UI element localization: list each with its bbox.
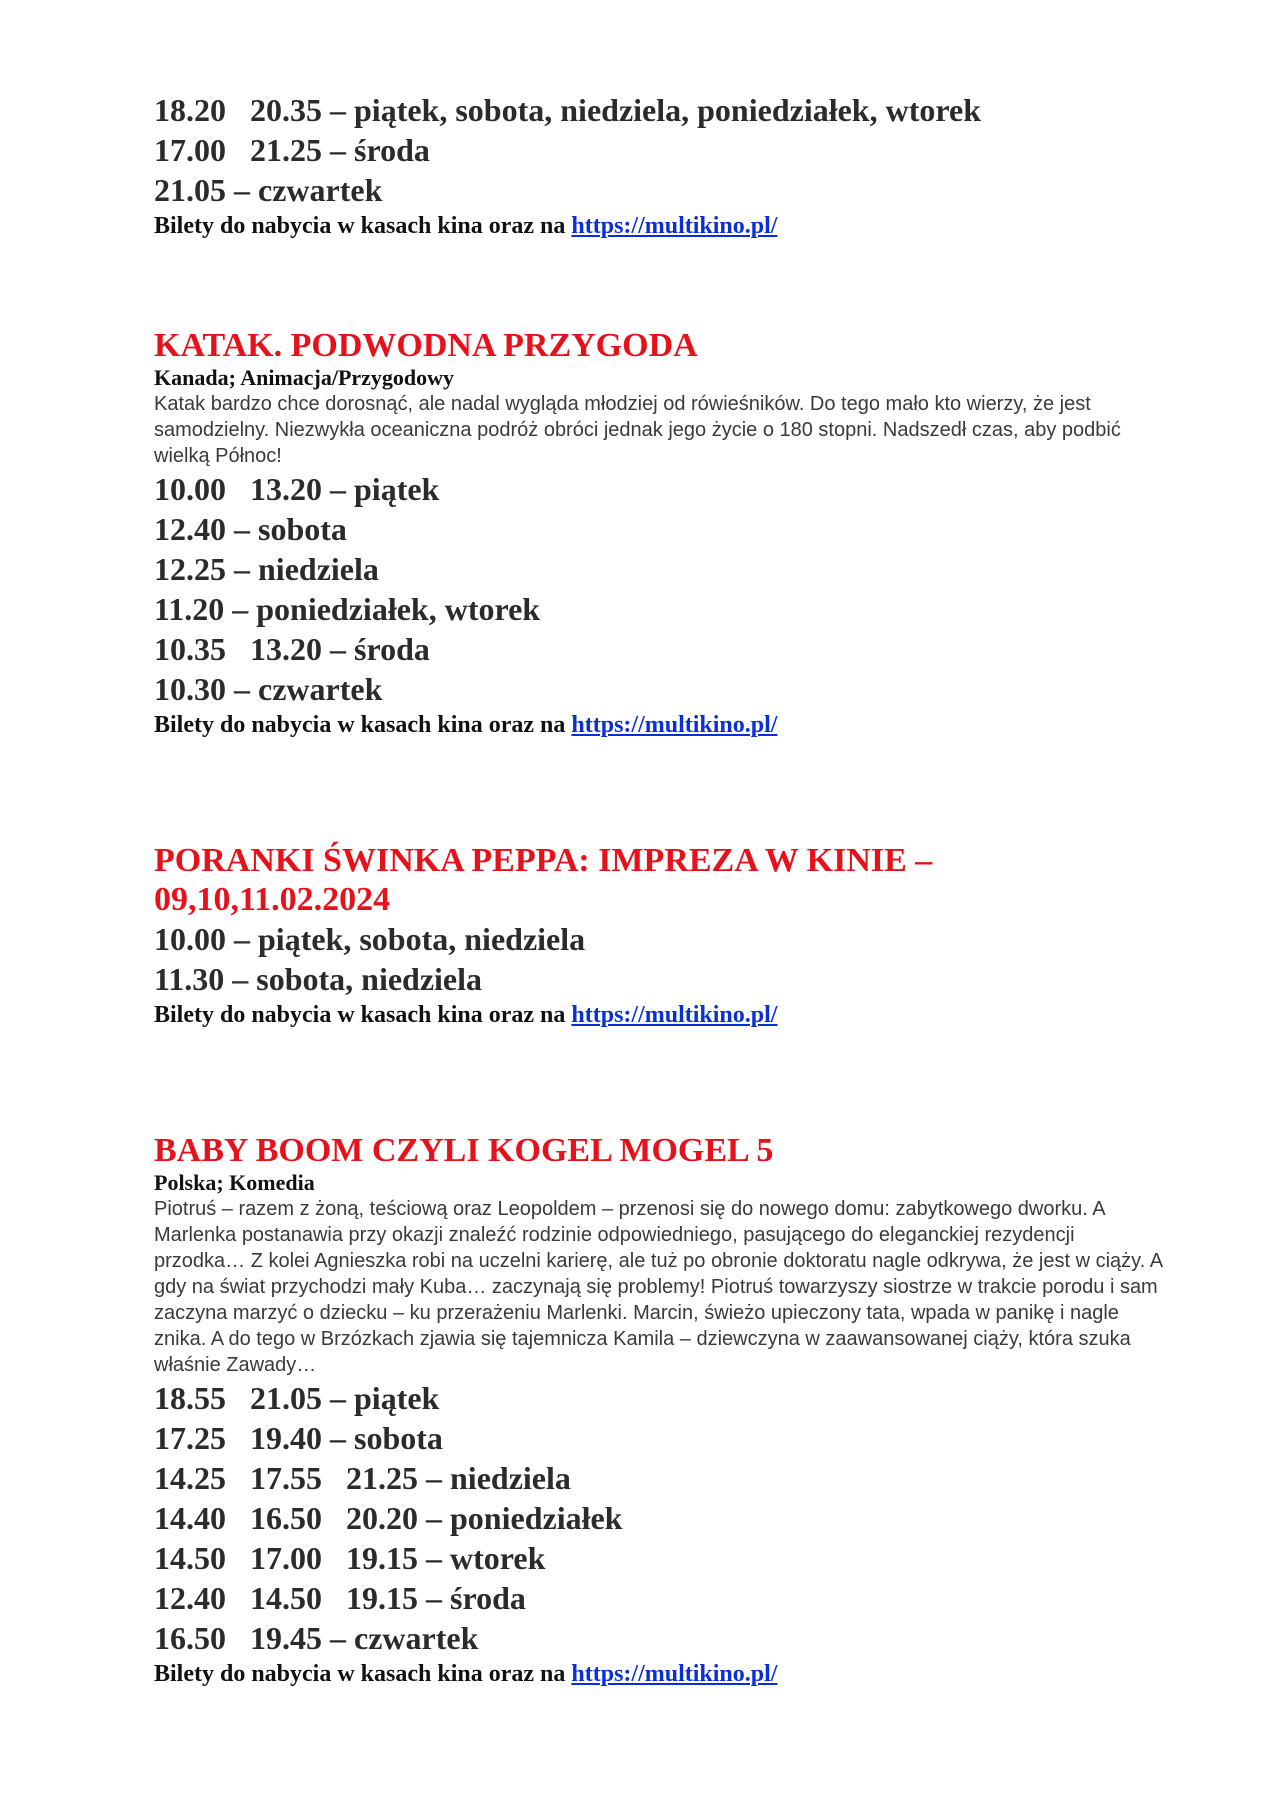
tickets-line xyxy=(154,999,1164,1031)
tickets-line xyxy=(154,210,1164,242)
showtime-line: 10.00 13.20 – piątek xyxy=(154,471,440,507)
tickets-link[interactable]: https://multikino.pl/ xyxy=(571,1661,778,1687)
film-katak xyxy=(154,326,1164,741)
showtime-line: 18.20 20.35 – piątek, sobota, niedziela, poniedziałek, wtorek xyxy=(154,92,981,128)
showtime-line: 14.40 16.50 20.20 – poniedziałek xyxy=(154,1500,623,1536)
tickets-text: Bilety do nabycia w kasach kina oraz na xyxy=(154,1661,572,1687)
top-showtimes-block xyxy=(154,90,1164,242)
film-description: Piotruś – razem z żoną, teściową oraz Leopoldem – przenosi się do nowego domu: zabytkowego dworku. A Marlenka postanawia przy okazji znaleźć rodzinie odpowiedniego, pasującego do eleganckiej rezydencji przodka… Z kolei Agnieszka robi na uczelni karierę, ale tuż po obronie doktoratu nagle odkrywa, że jest w ciąży. A gdy na świat przychodzi mały Kuba… zaczynają się problemy! Piotruś towarzyszy siostrze w trakcie porodu i sam zaczyna marzyć o dziecku – ku przerażeniu Marlenki. Marcin, świeżo upieczony tata, wpada w panikę i nagle znika. A do tego w Brzózkach zjawia się tajemnicza Kamila – dziewczyna w zaawansowanej ciąży, która szuka właśnie Zawady… xyxy=(154,1198,1162,1376)
showtime-line: 14.50 17.00 19.15 – wtorek xyxy=(154,1540,546,1576)
showtime-line: 10.00 – piątek, sobota, niedziela xyxy=(154,921,586,957)
showtime-line: 11.20 – poniedziałek, wtorek xyxy=(154,591,541,627)
tickets-link[interactable]: https://multikino.pl/ xyxy=(571,712,778,738)
tickets-link[interactable]: https://multikino.pl/ xyxy=(571,1002,778,1028)
showtime-line: 14.25 17.55 21.25 – niedziela xyxy=(154,1460,571,1496)
film-peppa xyxy=(154,841,1164,1031)
showtime-line: 17.25 19.40 – sobota xyxy=(154,1420,443,1456)
tickets-line xyxy=(154,1658,1164,1690)
showtime-line: 10.35 13.20 – środa xyxy=(154,631,430,667)
film-title: BABY BOOM CZYLI KOGEL MOGEL 5 xyxy=(154,1132,774,1169)
showtime-line: 10.30 – czwartek xyxy=(154,671,383,707)
tickets-text: Bilety do nabycia w kasach kina oraz na xyxy=(154,712,572,738)
tickets-link[interactable]: https://multikino.pl/ xyxy=(571,213,778,239)
film-baby-boom xyxy=(154,1131,1164,1690)
film-title: PORANKI ŚWINKA PEPPA: IMPREZA W KINIE – 09,10,11.02.2024 xyxy=(154,842,933,918)
showtime-line: 12.25 – niedziela xyxy=(154,551,379,587)
film-genre: Polska; Komedia xyxy=(154,1170,315,1195)
tickets-line xyxy=(154,709,1164,741)
document-page xyxy=(154,90,1164,1690)
showtime-line: 21.05 – czwartek xyxy=(154,172,383,208)
showtime-line: 17.00 21.25 – środa xyxy=(154,132,430,168)
film-title: KATAK. PODWODNA PRZYGODA xyxy=(154,327,698,364)
showtime-line: 12.40 14.50 19.15 – środa xyxy=(154,1580,526,1616)
film-genre: Kanada; Animacja/Przygodowy xyxy=(154,365,455,390)
showtime-line: 11.30 – sobota, niedziela xyxy=(154,961,483,997)
showtime-line: 18.55 21.05 – piątek xyxy=(154,1380,440,1416)
tickets-text: Bilety do nabycia w kasach kina oraz na xyxy=(154,213,572,239)
showtime-line: 12.40 – sobota xyxy=(154,511,347,547)
tickets-text: Bilety do nabycia w kasach kina oraz na xyxy=(154,1002,572,1028)
showtime-line: 16.50 19.45 – czwartek xyxy=(154,1620,479,1656)
film-description: Katak bardzo chce dorosnąć, ale nadal wygląda młodziej od rówieśników. Do tego mało kto wierzy, że jest samodzielny. Niezwykła oceaniczna podróż obróci jednak jego życie o 180 stopni. Nadszedł czas, aby podbić wielką Północ! xyxy=(154,393,1121,467)
